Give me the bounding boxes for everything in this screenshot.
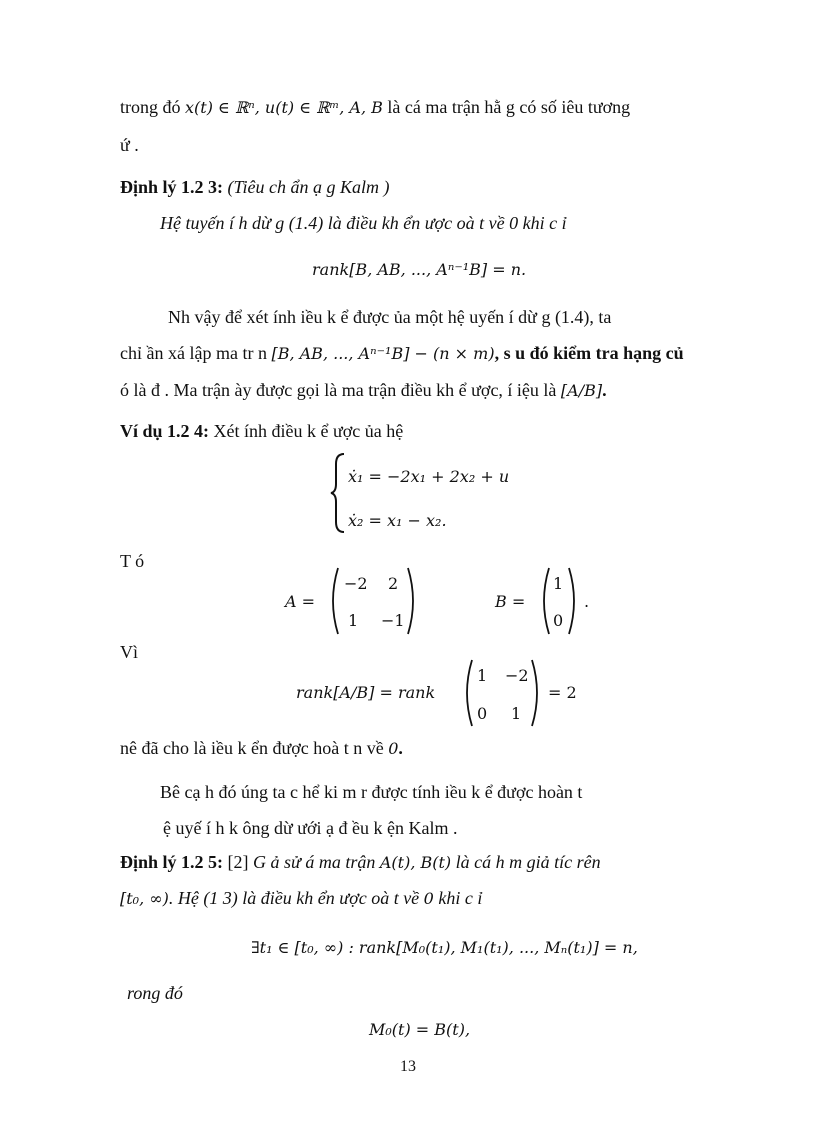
math-inline: A(t), B(t) xyxy=(379,853,452,872)
text-fragment: là cá ma trận hằ g có số iêu tương xyxy=(382,97,631,117)
rank-matrix-entry: 1 xyxy=(511,704,522,723)
paragraph-line xyxy=(120,343,684,364)
text-fragment: G ả sử á ma trận xyxy=(253,852,380,872)
rank-lhs: rank[A/B] = rank xyxy=(296,683,436,702)
text-line xyxy=(120,738,403,759)
theorem-heading xyxy=(120,852,601,873)
text-line xyxy=(120,135,139,156)
text-fragment: . xyxy=(602,380,607,400)
matrix-b-entry: 0 xyxy=(553,611,564,630)
matrix-a-entry: 2 xyxy=(388,574,399,593)
system-equation-1: ẋ₁ = −2x₁ + 2x₂ + u xyxy=(348,467,510,486)
left-brace xyxy=(330,452,346,534)
rank-matrix-parens xyxy=(462,658,542,728)
matrix-b-period: . xyxy=(584,592,590,611)
equation-exists: ∃t₁ ∈ [t₀, ∞) : rank[M₀(t₁), M₁(t₁), ..., Mₙ(t₁)] = n, xyxy=(251,938,638,957)
theorem-label: Định lý 1.2 5: xyxy=(120,852,224,872)
text-line xyxy=(120,97,630,118)
math-inline: 0 xyxy=(423,889,434,908)
math-inline: 0 xyxy=(388,739,399,758)
matrix-a-entry: −2 xyxy=(344,574,368,593)
page-number: 13 xyxy=(400,1058,416,1075)
text-fragment: là cá h m giả tíc rên xyxy=(451,852,601,872)
paragraph-line: Nh vậy để xét ính iều k ể được ủa một hệ uyến í dừ g (1.4), ta xyxy=(168,307,612,327)
math-inline: [B, AB, ..., Aⁿ⁻¹B] − (n × m) xyxy=(271,344,495,363)
text-line: T ó xyxy=(120,551,145,571)
paragraph-line: ệ uyế í h k ông dừ ưới ạ đ ều k ện Kalm . xyxy=(163,818,458,838)
text-fragment: trong đó xyxy=(120,97,185,117)
rank-matrix-entry: 1 xyxy=(477,666,488,685)
text-fragment: . xyxy=(398,738,403,758)
text-fragment: . Hệ (1 3) là điều kh ển ược oà t về xyxy=(168,888,424,908)
matrix-a-entry: −1 xyxy=(381,611,405,630)
math-inline: [A/B] xyxy=(560,381,603,400)
citation: [2] xyxy=(223,852,254,872)
text-line: Vì xyxy=(120,642,138,662)
text-fragment: , s u đó kiểm tra hạng củ xyxy=(494,343,684,363)
equation-m0: M₀(t) = B(t), xyxy=(369,1020,471,1039)
text-fragment: ó là đ . Ma trận ày được gọi là ma trận điều kh ể ược, í iệu là xyxy=(120,380,561,400)
system-equation-2: ẋ₂ = x₁ − x₂. xyxy=(348,511,447,530)
math-inline: x(t) ∈ ℝⁿ, u(t) ∈ ℝᵐ, A, B xyxy=(185,98,383,117)
matrix-a-lhs: A = xyxy=(285,592,316,611)
text-fragment: ứ . xyxy=(120,135,139,155)
text-fragment: nê đã cho là iều k ển được hoà t n về xyxy=(120,738,389,758)
matrix-a-entry: 1 xyxy=(348,611,359,630)
theorem-body xyxy=(120,888,482,909)
paragraph-line: Bê cạ h đó úng ta c hể ki m r được tính iều k ể được hoàn t xyxy=(160,782,583,802)
text-fragment: khi c ỉ xyxy=(433,888,483,908)
theorem-label: Định lý 1.2 3: xyxy=(120,177,224,197)
rank-matrix-entry: 0 xyxy=(477,704,488,723)
theorem-heading xyxy=(120,177,390,198)
example-text: Xét ính điều k ể ược ủa hệ xyxy=(209,421,404,441)
text-line: rong đó xyxy=(127,983,183,1003)
rank-matrix-entry: −2 xyxy=(505,666,529,685)
equation-rank: rank[B, AB, ..., Aⁿ⁻¹B] = n. xyxy=(312,260,527,279)
text-fragment: chỉ ần xá lập ma tr n xyxy=(120,343,272,363)
example-label: Ví dụ 1.2 4: xyxy=(120,421,210,441)
rank-rhs: = 2 xyxy=(548,683,577,702)
theorem-title: (Tiêu ch ẩn ạ g Kalm ) xyxy=(223,177,390,197)
matrix-b-entry: 1 xyxy=(553,574,564,593)
paragraph-line xyxy=(120,380,607,401)
matrix-b-lhs: B = xyxy=(495,592,526,611)
example-heading xyxy=(120,421,403,442)
theorem-body: Hệ tuyến í h dừ g (1.4) là điều kh ển ược oà t về 0 khi c ỉ xyxy=(160,213,567,233)
math-inline: [t₀, ∞) xyxy=(120,889,169,908)
